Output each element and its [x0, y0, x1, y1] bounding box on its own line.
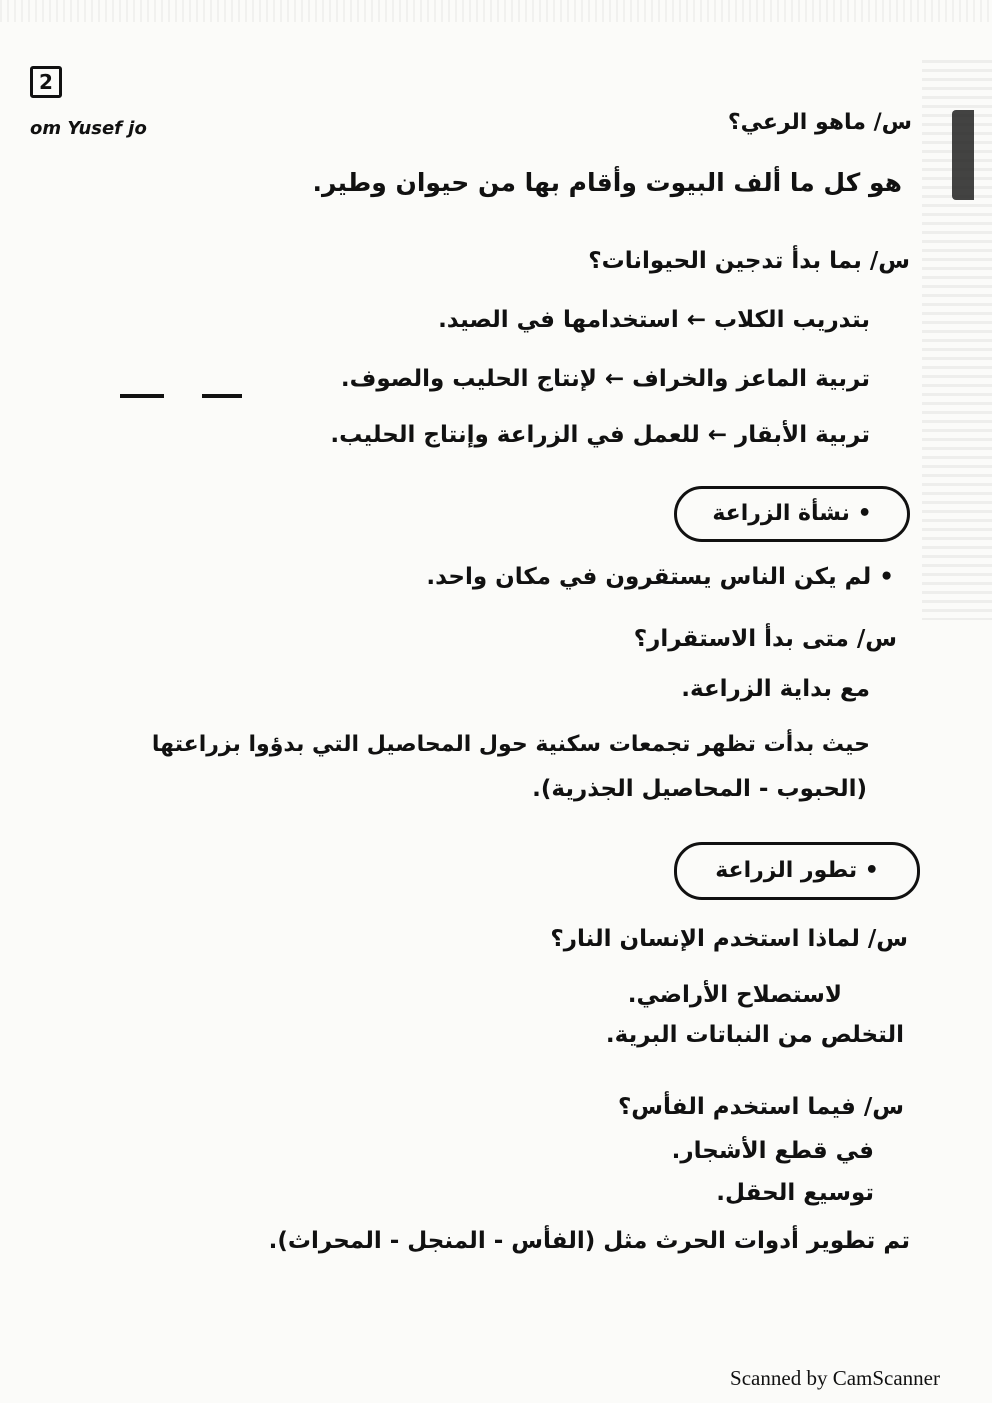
answer-wild-plants: التخلص من النباتات البرية.: [605, 1022, 904, 1048]
answer-cutting-trees: في قطع الأشجار.: [671, 1138, 874, 1164]
author-signature: om Yusef jo: [30, 118, 147, 139]
binder-clip-mark: [952, 110, 974, 200]
answer-crops-list: (الحبوب - المحاصيل الجذرية).: [532, 776, 867, 802]
answer-grazing: هو كل ما ألف البيوت وأقام بها من حيوان وطير.: [312, 168, 902, 197]
answer-plough-tools: تم تطوير أدوات الحرث مثل (الفأس - المنجل - المحراث).: [268, 1228, 910, 1254]
answer-settlement: مع بداية الزراعة.: [681, 676, 870, 702]
heading-agriculture-development: • تطور الزراعة: [674, 842, 920, 900]
answer-dogs: بتدريب الكلاب ← استخدامها في الصيد.: [438, 307, 870, 333]
scan-edge-top: [0, 0, 992, 22]
question-domestication: س/ بما بدأ تدجين الحيوانات؟: [588, 248, 910, 274]
answer-land-reclamation: لاستصلاح الأراضي.: [627, 982, 842, 1008]
heading-agriculture-origin: • نشأة الزراعة: [674, 486, 910, 542]
question-fire-use: س/ لماذا استخدم الإنسان النار؟: [550, 926, 908, 952]
question-what-is-grazing: س/ ماهو الرعي؟: [727, 110, 912, 135]
question-axe-use: س/ فيما استخدم الفأس؟: [617, 1094, 904, 1120]
answer-expand-field: توسيع الحقل.: [716, 1180, 874, 1206]
note-people-nomadic: • لم يكن الناس يستقرون في مكان واحد.: [426, 564, 894, 590]
page-number: 2: [30, 66, 62, 98]
scanner-watermark: Scanned by CamScanner: [730, 1366, 940, 1390]
margin-dash-right: [202, 394, 242, 398]
question-settlement: س/ متى بدأ الاستقرار؟: [633, 626, 897, 652]
answer-goats-sheep: تربية الماعز والخراف ← لإنتاج الحليب والصوف.: [340, 366, 870, 392]
answer-settlement-detail: حيث بدأت تظهر تجمعات سكنية حول المحاصيل التي بدؤوا بزراعتها: [151, 732, 870, 757]
margin-dash-left: [120, 394, 164, 398]
answer-cattle: تربية الأبقار ← للعمل في الزراعة وإنتاج الحليب.: [330, 422, 870, 448]
